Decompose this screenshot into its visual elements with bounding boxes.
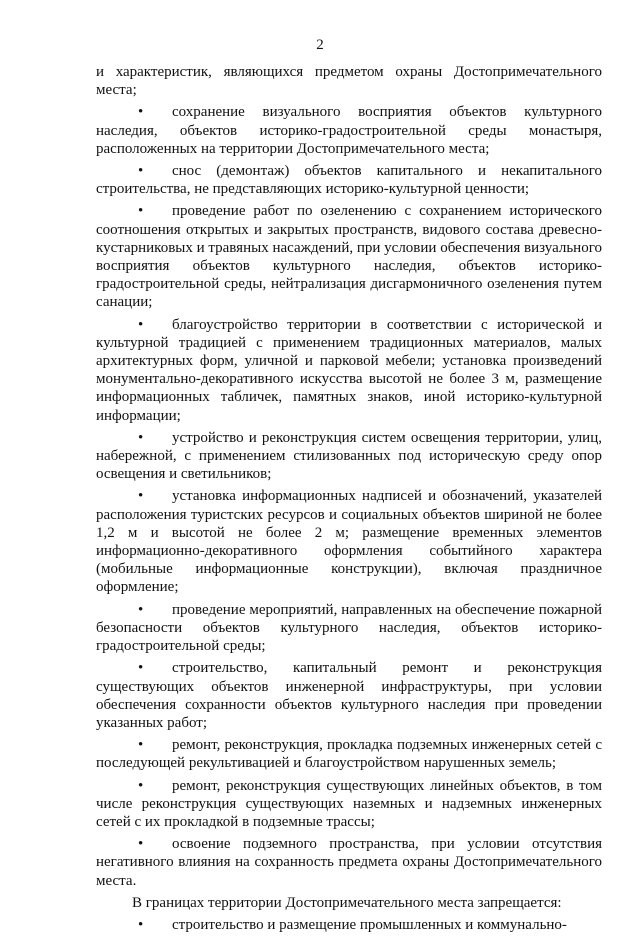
list-item-text: ремонт, реконструкция существующих линейных объектов, в том числе реконструкция существующих наземных и надземных инженерных сетей с их прокладкой в подземные трассы;	[96, 777, 602, 830]
list-item	[96, 316, 602, 425]
list-item	[96, 162, 602, 198]
bullet-icon: •	[138, 737, 144, 754]
prohibited-intro: В границах территории Достопримечательного места запрещается:	[132, 894, 562, 911]
bullet-icon: •	[138, 777, 144, 794]
list-item-text: устройство и реконструкция систем освещения территории, улиц, набережной, с применением стилизованных под историческую среду опор освещения и светильников;	[96, 429, 602, 483]
list-item	[96, 103, 602, 158]
list-item-text: строительство, капитальный ремонт и реконструкция существующих объектов инженерной инфраструктуры, при условии обеспечения сохранности объектов культурного наследия при проведении указанных работ;	[96, 660, 602, 731]
list-item	[96, 659, 602, 732]
list-item	[96, 429, 602, 484]
opening-text: и характеристик, являющихся предметом охраны Достопримечательного места;	[96, 64, 602, 99]
bullet-icon: •	[138, 203, 144, 220]
list-item-text: освоение подземного пространства, при условии отсутствия негативного влияния на сохранность предмета охраны Достопримечательного места.	[96, 836, 602, 889]
list-item	[96, 487, 602, 596]
list-item	[96, 835, 602, 890]
list-item-text: ремонт, реконструкция, прокладка подземных инженерных сетей с последующей рекультивацией и благоустройством нарушенных земель;	[96, 737, 602, 772]
list-item-text: строительство и размещение промышленных и коммунально-	[172, 916, 567, 933]
permitted-list	[96, 103, 602, 889]
bullet-icon: •	[138, 916, 144, 933]
bullet-icon: •	[138, 104, 144, 121]
bullet-icon: •	[138, 660, 144, 677]
list-item-text: снос (демонтаж) объектов капитального и некапитального строительства, не представляющих историко-культурной ценности;	[96, 163, 602, 198]
list-item-text: установка информационных надписей и обозначений, указателей расположения туристских ресурсов и социальных объектов шириной не более 1,2 м и высотой не более 2 м; размещение временных элементов информационно-декоративного оформления событийного характера (мобильные информационные конструкции), включая праздничное оформление;	[96, 488, 602, 596]
document-body	[96, 63, 602, 938]
list-item-text: проведение работ по озеленению с сохранением исторического соотношения открытых и закрытых пространств, видового состава древесно-кустарниковых и травяных насаждений, при условии обеспечения визуального восприятия объектов культурного наследия, объектов историко-градостроительной среды, нейтрализация дисгармоничного озеленения путем санации;	[96, 203, 602, 311]
list-item-text: благоустройство территории в соответствии с исторической и культурной традицией с применением традиционных материалов, малых архитектурных форм, уличной и парковой мебели; установка произведений монументально-декоративного искусства высотой не более 3 м, размещение информационных табличек, памятных знаков, иной историко-культурной информации;	[96, 316, 602, 424]
bullet-icon: •	[138, 601, 144, 618]
bullet-icon: •	[138, 163, 144, 180]
bullet-icon: •	[138, 488, 144, 505]
bullet-icon: •	[138, 316, 144, 333]
list-item-text: сохранение визуального восприятия объектов культурного наследия, объектов историко-градостроительной среды монастыря, расположенных на территории Достопримечательного места;	[96, 104, 602, 157]
list-item	[96, 601, 602, 656]
list-item	[96, 777, 602, 832]
list-item	[96, 736, 602, 772]
list-item	[96, 916, 602, 934]
bullet-icon: •	[138, 429, 144, 446]
bullet-icon: •	[138, 836, 144, 853]
page-number: 2	[316, 37, 324, 53]
list-item-text: проведение мероприятий, направленных на обеспечение пожарной безопасности объектов культурного наследия, объектов историко-градостроительной среды;	[96, 601, 602, 655]
list-item	[96, 202, 602, 311]
prohibited-list	[96, 916, 602, 934]
